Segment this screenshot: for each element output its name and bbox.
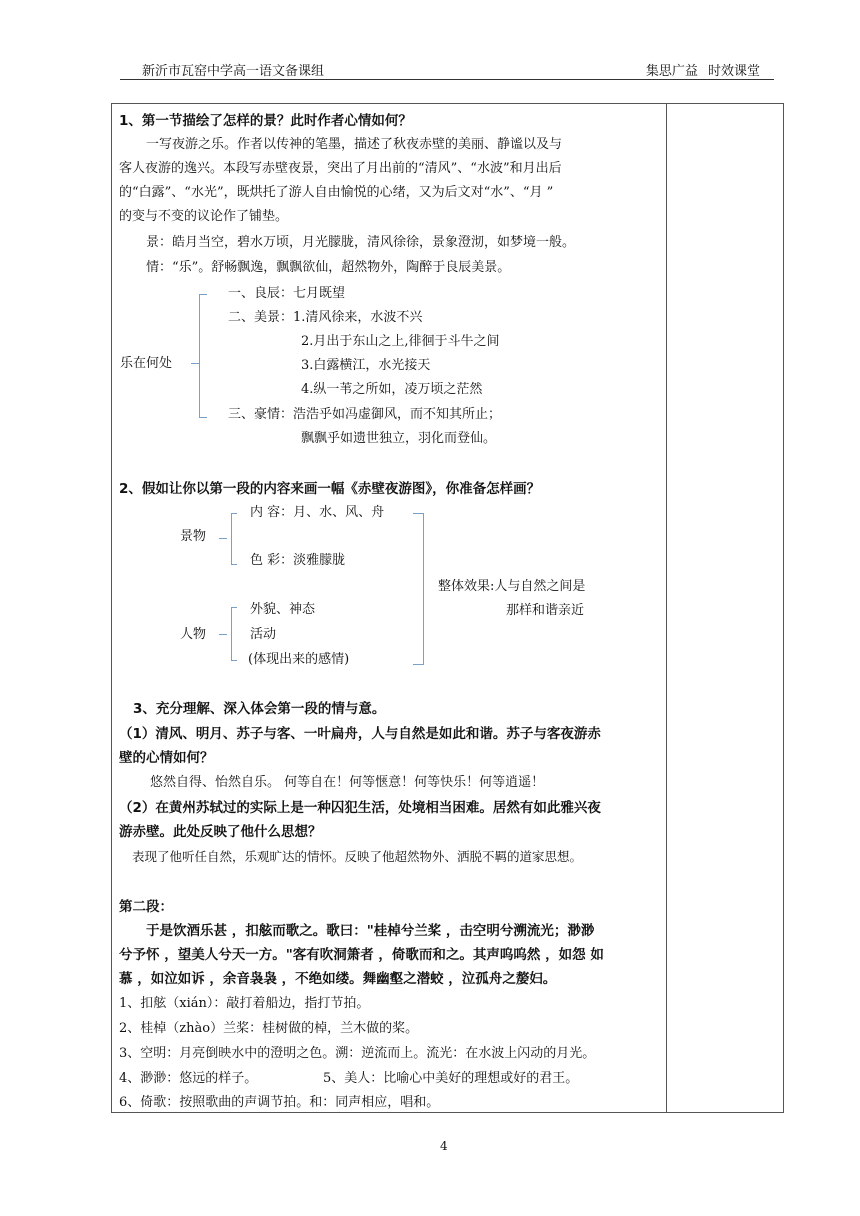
annotation: 4、渺渺：悠远的样子。 bbox=[119, 1071, 258, 1086]
diagram-branch-3-item: 飘飘乎如遗世独立，羽化而登仙。 bbox=[301, 431, 497, 446]
scenery-label: 景物 bbox=[180, 529, 207, 544]
people-brace bbox=[231, 607, 237, 661]
q1-para-line: 的变与不变的议论作了铺垫。 bbox=[119, 209, 289, 224]
scenery-content: 内 容：月、水、风、舟 bbox=[250, 505, 385, 520]
annotation: 5、美人：比喻心中美好的理想或好的君王。 bbox=[323, 1071, 579, 1086]
diagram-branch-1: 一、良辰：七月既望 bbox=[228, 286, 346, 301]
q3-answer-1: 悠然自得、怡然自乐。 何等自在！何等惬意！何等快乐！何等逍遥！ bbox=[150, 775, 545, 790]
people-label: 人物 bbox=[180, 627, 207, 642]
q3-sub-2-cont: 游赤壁。此处反映了他什么思想？ bbox=[119, 824, 322, 840]
people-item: (体现出来的感情) bbox=[248, 652, 350, 667]
header-slogan: 集思广益 时效课堂 bbox=[645, 64, 760, 79]
annotation: 1、扣舷（xián）：敲打着船边，指打节拍。 bbox=[119, 996, 370, 1011]
effect-brace bbox=[413, 513, 424, 665]
scenery-brace bbox=[231, 513, 237, 565]
diagram-brace bbox=[199, 294, 207, 418]
scenery-color: 色 彩：淡雅朦胧 bbox=[250, 553, 346, 568]
q3-sub-1-cont: 壁的心情如何？ bbox=[119, 750, 214, 766]
scenery-brace-tick bbox=[219, 538, 227, 539]
section-2-title: 第二段： bbox=[119, 899, 173, 915]
diagram-branch-2-item: 4.纵一苇之所如，凌万顷之茫然 bbox=[301, 382, 483, 397]
section-2-text-line: 兮予怀 ，望美人兮天一方。"客有吹洞箫者 ，倚歌而和之。其声呜呜然 ，如怨 如 bbox=[119, 947, 604, 963]
question-1-title: 1、第一节描绘了怎样的景？此时作者心情如何？ bbox=[119, 113, 412, 129]
page-header bbox=[120, 60, 774, 80]
section-2-text-line: 于是饮酒乐甚 ，扣舷而歌之。歌曰："桂棹兮兰桨 ，击空明兮溯流光；渺渺 bbox=[146, 923, 595, 939]
header-title: 新沂市瓦窑中学高一语文备课组 bbox=[142, 64, 325, 79]
people-brace-tick bbox=[219, 634, 227, 635]
annotation: 2、桂棹（zhào）兰桨：桂树做的棹，兰木做的桨。 bbox=[119, 1021, 419, 1036]
diagram-branch-2-item: 3.白露横江，水光接天 bbox=[301, 358, 431, 373]
q3-sub-1: （1）清风、明月、苏子与客、一叶扁舟，人与自然是如此和谐。苏子与客夜游赤 bbox=[119, 726, 601, 742]
q3-answer-2: 表现了他听任自然，乐观旷达的情怀。反映了他超然物外、洒脱不羁的道家思想。 bbox=[132, 849, 583, 864]
page-number: 4 bbox=[440, 1139, 448, 1153]
question-3-title: 3、充分理解、深入体会第一段的情与意。 bbox=[133, 701, 386, 717]
diagram-brace-tick bbox=[191, 363, 199, 364]
diagram-root-label: 乐在何处 bbox=[120, 356, 173, 371]
q1-para-line: 的“白露”、“水光”，既烘托了游人自由愉悦的心绪，又为后文对“水”、“月 ” bbox=[119, 185, 554, 200]
diagram-branch-3: 三、豪情：浩浩乎如冯虚御风，而不知其所止； bbox=[228, 407, 502, 422]
q1-scene: 景：皓月当空，碧水万顷，月光朦胧，清风徐徐，景象澄沏，如梦境一般。 bbox=[146, 235, 576, 250]
effect-line-2: 那样和谐亲近 bbox=[506, 603, 585, 618]
q1-feeling: 情：“乐”。舒畅飘逸，飘飘欲仙，超然物外，陶醉于良辰美景。 bbox=[146, 260, 511, 275]
notes-column-divider bbox=[666, 103, 667, 1113]
q1-para-line: 一写夜游之乐。作者以传神的笔墨，描述了秋夜赤壁的美丽、静谧以及与 bbox=[146, 137, 563, 152]
effect-line-1: 整体效果:人与自然之间是 bbox=[438, 579, 586, 594]
question-2-title: 2、假如让你以第一段的内容来画一幅《赤壁夜游图》，你准备怎样画？ bbox=[119, 481, 541, 497]
section-2-text-line: 慕 ，如泣如诉 ，余音袅袅 ，不绝如缕。舞幽壑之潜蛟 ，泣孤舟之嫠妇。 bbox=[119, 971, 557, 987]
annotation: 3、空明：月亮倒映水中的澄明之色。溯：逆流而上。流光：在水波上闪动的月光。 bbox=[119, 1046, 596, 1061]
q1-para-line: 客人夜游的逸兴。本段写赤壁夜景，突出了月出前的“清风”、“水波”和月出后 bbox=[119, 161, 562, 176]
annotation: 6、倚歌：按照歌曲的声调节拍。和：同声相应，唱和。 bbox=[119, 1095, 440, 1110]
q3-sub-2: （2）在黄州苏轼过的实际上是一种囚犯生活，处境相当困难。居然有如此雅兴夜 bbox=[119, 800, 601, 816]
people-item: 活动 bbox=[250, 627, 277, 642]
header-rule bbox=[120, 79, 774, 80]
diagram-branch-2-item: 2.月出于东山之上,徘徊于斗牛之间 bbox=[301, 334, 500, 349]
people-item: 外貌、神态 bbox=[250, 602, 316, 617]
diagram-branch-2: 二、美景：1.清风徐来，水波不兴 bbox=[228, 310, 423, 325]
